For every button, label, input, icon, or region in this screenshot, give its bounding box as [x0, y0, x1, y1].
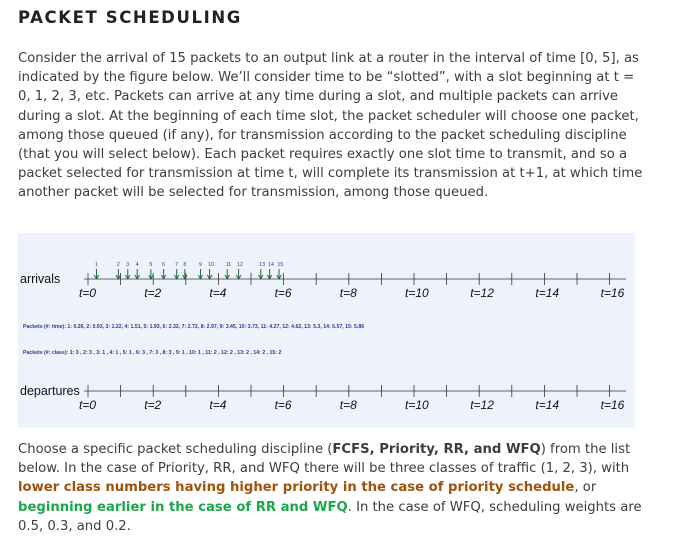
packet-number: 7 [175, 262, 179, 268]
packet-number: 10 [208, 262, 214, 268]
timeline-svg [18, 233, 635, 428]
departures-tick-label: t=12 [470, 398, 494, 412]
arrivals-tick-label: t=8 [339, 286, 357, 300]
disciplines-list: FCFS, Priority, RR, and WFQ [332, 442, 541, 457]
packet-number: 13 [259, 262, 266, 268]
departures-tick-label: t=14 [535, 398, 560, 412]
instructions-paragraph [18, 440, 643, 536]
packet-number: 11 [225, 262, 232, 268]
departures-tick-label: t=10 [405, 398, 429, 412]
rr-rule-highlight: beginning earlier in the case of RR and WFQ [18, 499, 348, 515]
outro-text-1: Choose a specific packet scheduling discipline ( [18, 442, 333, 457]
packet-number: 12 [237, 262, 243, 268]
packet-times-line: Packets (#: time): 1: 0.26, 2: 0.93, 3: 1.22, 4: 1.51, 5: 1.93, 6: 2.32, 7: 2.72, 8: 2.97, 9: 3.45, 10: 3.73, 11: 4.27, 12: 4.62, 13: 5.3, 14: 5.57, 15: 5.86 [23, 324, 365, 330]
outro-text-3: , or [574, 480, 597, 496]
packet-number: 14 [268, 262, 274, 268]
packet-number: 15 [277, 262, 284, 268]
arrivals-tick-label: t=0 [79, 286, 97, 300]
priority-rule-highlight: lower class numbers having higher priority in the case of priority schedule [18, 480, 575, 496]
departures-tick-label: t=8 [339, 398, 357, 412]
packet-number: 9 [198, 262, 202, 268]
page-title: PACKET SCHEDULING [18, 8, 242, 27]
departures-tick-label: t=2 [144, 398, 162, 412]
arrivals-tick-label: t=16 [600, 286, 625, 300]
arrivals-tick-label: t=4 [209, 286, 227, 300]
arrivals-tick-label: t=2 [144, 286, 162, 300]
packet-classes-line: Packets (#: class): 1: 3 , 2: 3 , 3: 1 , 4: 1 , 5: 1 , 6: 3 , 7: 3 , 8: 3 , 9: 1 , 10: 1 , 11: 2 , 12: 2 , 13: 2 , 14: 2 , 15: 2 [23, 350, 282, 356]
packet-number: 6 [162, 262, 166, 268]
departures-tick-label: t=6 [274, 398, 292, 412]
arrivals-tick-label: t=6 [274, 286, 292, 300]
arrivals: arrivals [20, 272, 61, 286]
packet-number: 4 [135, 262, 139, 268]
outro-text-4: . In the case of WFQ, scheduling weights are 0.5, 0.3, and 0.2. [18, 499, 642, 534]
departures: departures [20, 384, 80, 398]
outro-text-2: ) from the list below. In the case of Priority, RR, and WFQ there will be three classes of traffic (1, 2, 3), with [18, 442, 631, 477]
packet-number: 8 [183, 262, 187, 268]
packet-number: 1 [94, 262, 98, 268]
arrivals-tick-label: t=10 [405, 286, 429, 300]
packet-number: 5 [149, 262, 153, 268]
intro-paragraph: Consider the arrival of 15 packets to an output link at a router in the interval of time [0, 5], as indicated by the figure below. We’ll consider time to be “slotted”, with a slot beginning at t = 0, 1, 2, 3, etc. Packets can arrive at any time during a slot, and multiple packets can arrive during a slot. At the beginning of each time slot, the packet scheduler will choose one packet, among those queued (if any), for transmission according to the packet scheduling discipline (that you will select below). Each packet requires exactly one slot time to transmit, and so a packet selected for transmission at time t, will complete its transmission at t+1, at which time another packet will be selected for transmission, among those queued. [18, 51, 643, 201]
arrivals-tick-label: t=14 [535, 286, 560, 300]
departures-tick-label: t=16 [600, 398, 625, 412]
arrivals-tick-label: t=12 [470, 286, 494, 300]
departures-tick-label: t=4 [209, 398, 227, 412]
departures-tick-label: t=0 [79, 398, 97, 412]
packet-number: 2 [116, 262, 120, 268]
packet-number: 3 [126, 262, 130, 268]
packet-timeline-figure [18, 233, 635, 428]
